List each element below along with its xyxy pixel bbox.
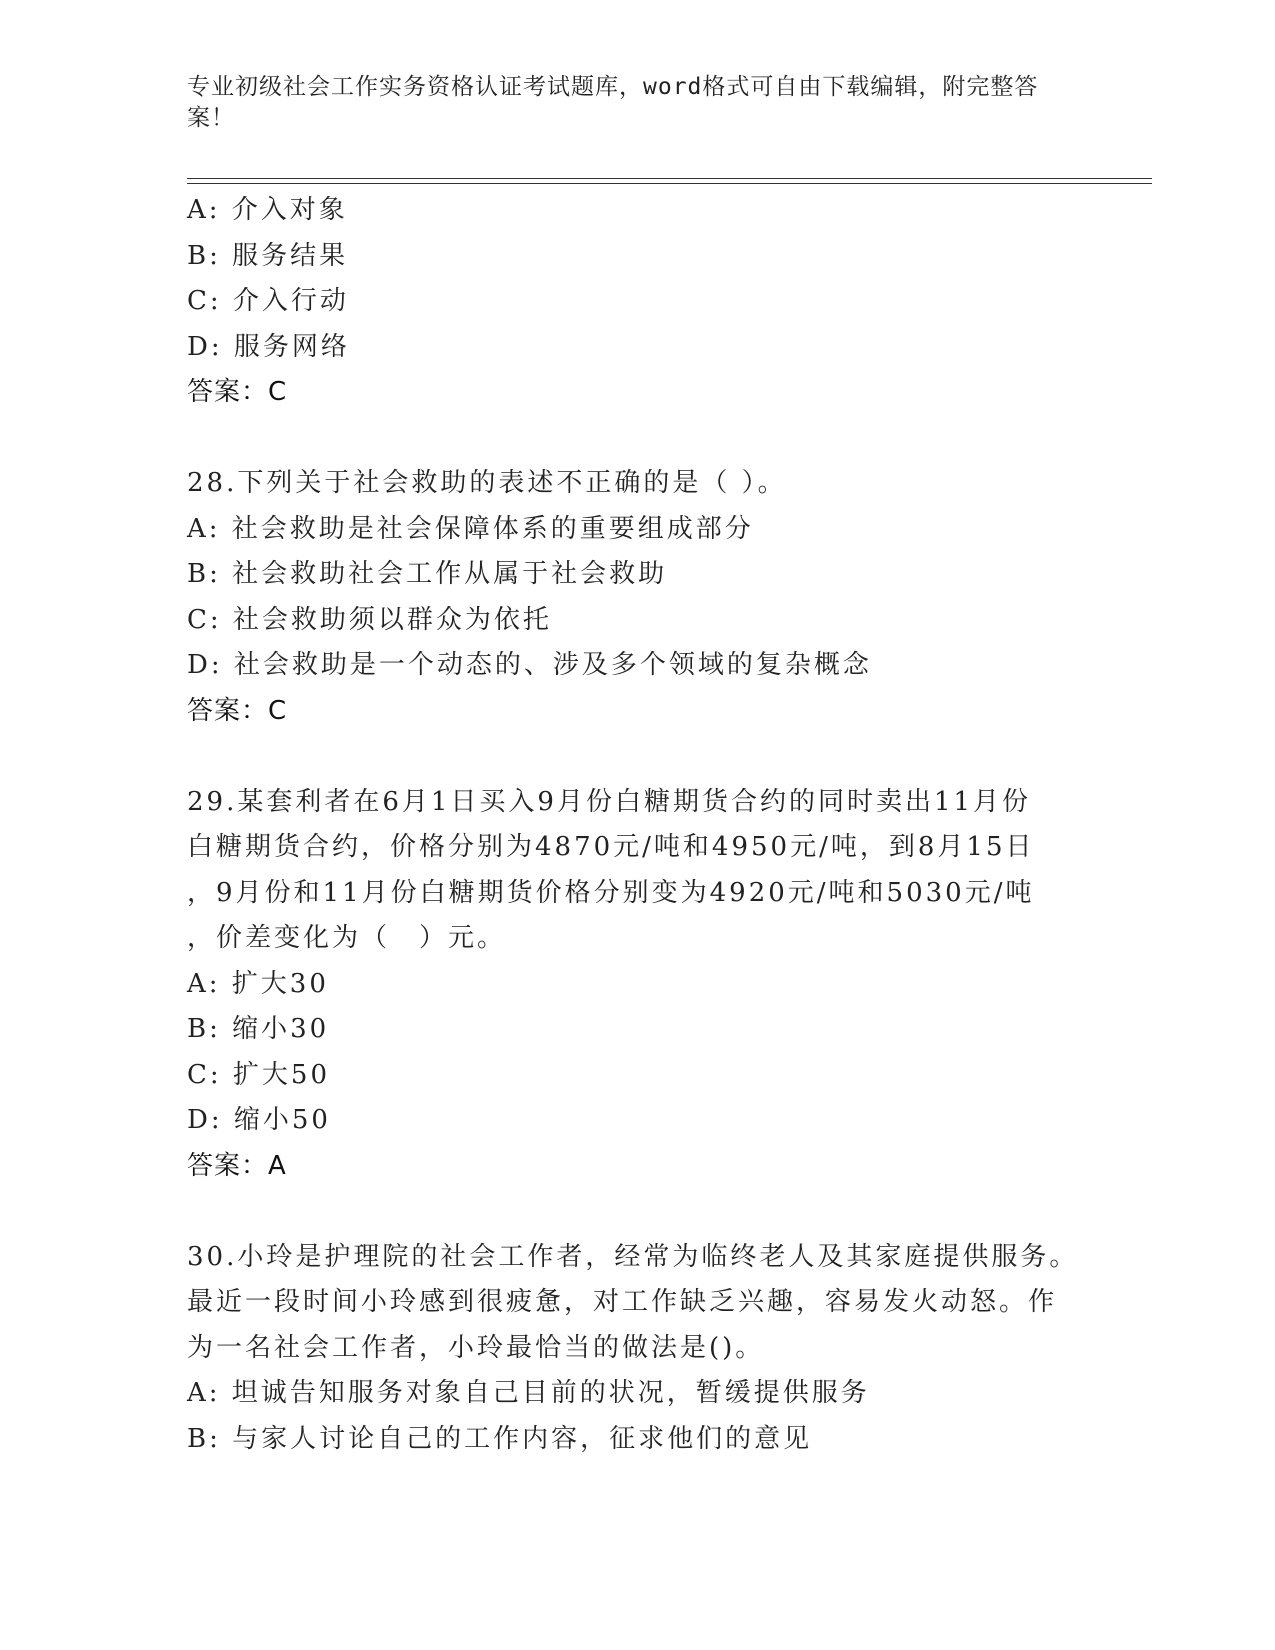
spacer	[187, 416, 1087, 462]
question-stem-line-1: 30.小玲是护理院的社会工作者，经常为临终老人及其家庭提供服务。	[187, 1241, 1079, 1272]
option-d: D: 社会救助是一个动态的、涉及多个领域的复杂概念	[187, 650, 872, 680]
question-stem-line-2: 最近一段时间小玲感到很疲惫，对工作缺乏兴趣，容易发火动怒。作	[187, 1287, 1058, 1317]
option-b: B: 缩小30	[187, 1014, 330, 1044]
option-c: C: 介入行动	[187, 286, 349, 316]
question-28	[187, 461, 1087, 734]
option-c: C: 社会救助须以群众为依托	[187, 604, 552, 635]
header-divider	[187, 178, 1152, 184]
option-d: D: 缩小50	[187, 1105, 331, 1135]
option-b: B: 与家人讨论自己的工作内容，征求他们的意见	[187, 1423, 813, 1454]
question-stem: 28.下列关于社会救助的表述不正确的是（ ）。	[187, 468, 787, 498]
answer: 答案：A	[187, 1150, 287, 1181]
question-29	[187, 780, 1087, 1190]
page-header	[187, 72, 1067, 134]
option-d: D: 服务网络	[187, 331, 350, 362]
option-c: C: 扩大50	[187, 1059, 331, 1090]
option-a: A: 坦诚告知服务对象自己目前的状况，暂缓提供服务	[187, 1378, 870, 1408]
question-stem-line-3: ，9月份和11月份白糖期货价格分别变为4920元/吨和5030元/吨	[187, 877, 1035, 908]
option-b: B: 服务结果	[187, 240, 349, 271]
question-stem-line-1: 29.某套利者在6月1日买入9月份白糖期货合约的同时卖出11月份	[187, 786, 1032, 817]
question-stem-line-4: ，价差变化为（ ）元。	[187, 923, 507, 953]
header-line-1: 专业初级社会工作实务资格认证考试题库，word格式可自由下载编辑，附完整答	[187, 74, 1039, 100]
spacer	[187, 734, 1087, 780]
option-a: A: 介入对象	[187, 195, 348, 225]
question-27	[187, 188, 1087, 416]
header-line-2: 案！	[187, 105, 235, 131]
option-a: A: 社会救助是社会保障体系的重要组成部分	[187, 513, 754, 544]
question-30	[187, 1235, 1087, 1463]
answer: 答案：C	[187, 695, 288, 726]
question-stem-line-2: 白糖期货合约，价格分别为4870元/吨和4950元/吨，到8月15日	[187, 832, 1035, 862]
question-list	[187, 188, 1087, 1462]
question-stem-line-3: 为一名社会工作者，小玲最恰当的做法是()。	[187, 1332, 765, 1363]
option-b: B: 社会救助社会工作从属于社会救助	[187, 559, 668, 589]
answer: 答案：C	[187, 377, 288, 407]
option-a: A: 扩大30	[187, 968, 329, 999]
spacer	[187, 1189, 1087, 1235]
